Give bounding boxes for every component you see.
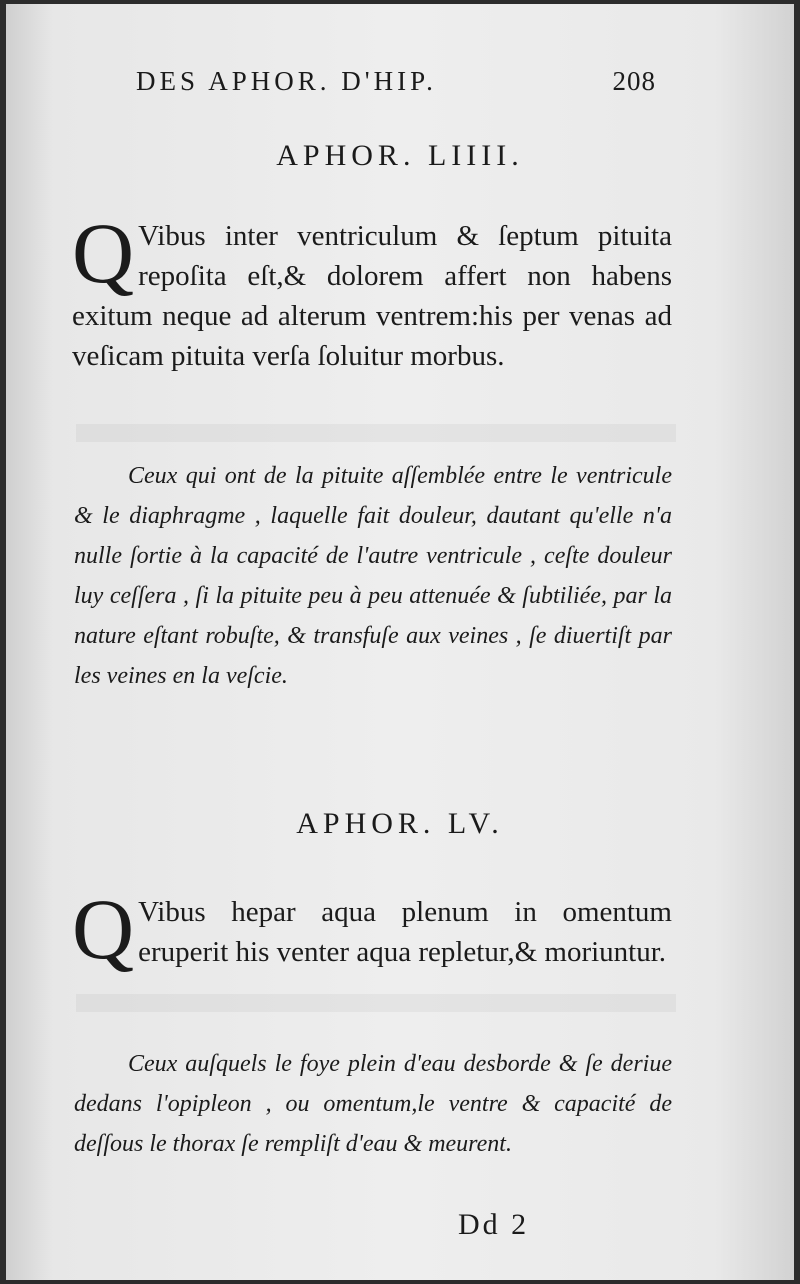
signature-mark: Dd 2 [458,1208,530,1241]
latin-aphorism-text [72,205,672,376]
aphorism-heading: APHOR. LIIII. [276,139,524,172]
bleed-through-shadow [76,994,676,1012]
latin-body: Vibus inter ventriculum & ſeptum pituita repoſita eſt,& dolorem affert non habens exitum neque ad alterum ventrem:his per venas ad veſicam pituita verſa ſoluitur morbus. [72,220,672,372]
page-header [136,66,656,106]
bleed-through-shadow [76,424,676,442]
drop-cap-initial: Q [72,881,135,977]
aphorism-heading: APHOR. LV. [296,807,504,840]
book-page [6,4,794,1280]
french-commentary: Ceux auſquels le foye plein d'eau desborde & ſe deriue dedans l'opipleon , ou omentum,le ventre & capacité de deſſous le thorax ſe rempliſt d'eau & meurent. [74,1051,672,1157]
drop-cap-initial: Q [72,205,135,301]
latin-aphorism-text [72,881,672,977]
french-commentary: Ceux qui ont de la pituite aſſemblée entre le ventricule & le diaphragme , laquelle fait douleur, dautant qu'elle n'a nulle ſortie à la capacité de l'autre ventricule , ceſte douleur luy ceſſera , ſi la pituite peu à peu attenuée & ſubtiliée, par la nature eſtant robuſte, & transfuſe aux veines , ſe diuertiſt par les veines en la veſcie. [74,463,672,689]
latin-body: Vibus hepar aqua plenum in omentum eruperit his venter aqua repletur,& moriuntur. [138,896,672,968]
running-title: DES APHOR. D'HIP. [136,66,437,96]
page-number: 208 [612,66,656,96]
